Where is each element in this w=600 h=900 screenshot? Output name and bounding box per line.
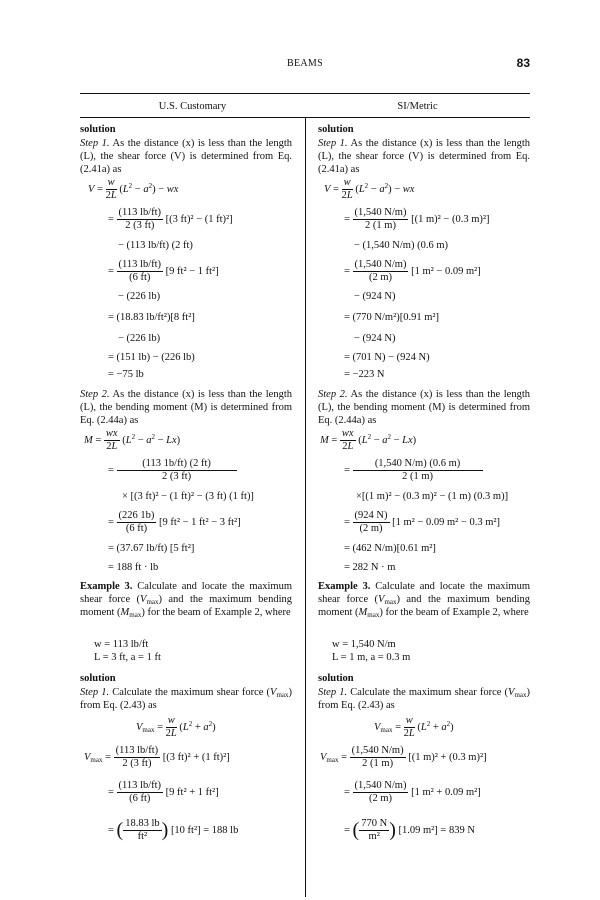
si-solution-heading: solution	[318, 124, 354, 135]
us-V-step2: − (113 lb/ft) (2 ft)	[118, 240, 193, 251]
us-V-step1: = $\frac{(113 lb/ft)}{2 (3 ft)}$ [(3 ft)² − (1 ft)²]	[108, 207, 233, 231]
si-V-step6: − (924 N)	[354, 333, 396, 344]
si-w-given: w = 1,540 N/m	[332, 639, 396, 650]
si-V-step2: − (1,540 N/m) (0.6 m)	[354, 240, 448, 251]
us-V-formula: V = $\frac{w}{2L}$ $(L^2 - a^2)$ − wx	[88, 177, 179, 201]
us-M-step2: × [(3 ft)² − (1 ft)² − (3 ft) (1 ft)]	[122, 491, 254, 502]
col-head-si: SI/Metric	[397, 101, 438, 112]
si-M-step4: = (462 N/m)[0.61 m²]	[344, 543, 436, 554]
us-M-step4: = (37.67 lb/ft) [5 ft²]	[108, 543, 195, 554]
us-solution-heading: solution	[80, 124, 116, 135]
us-V-step3: = $\frac{(113 lb/ft)}{(6 ft)}$ [9 ft² − 1 ft²]	[108, 259, 219, 283]
us-Vmax-formula: $V_{max}$ = $\frac{w}{2L}$ $(L^2 + a^2)$	[136, 715, 216, 739]
us-Vmax-result: = ( $\frac{18.83 lb}{\text{ft²}}$ ) [10 ft²] = 188 lb	[108, 818, 239, 842]
us-V-result: = −75 lb	[108, 369, 144, 380]
si-Vmax-step2: = $\frac{(1,540 N/m)}{(2 m)}$ [1 m² + 0.09 m²]	[344, 780, 481, 804]
si-solution-heading-2: solution	[318, 673, 354, 684]
us-step1b-para: Step 1. Calculate the maximum shear force $(V_{max})$ from Eq. (2.43) as	[80, 687, 292, 711]
si-V-step1: = $\frac{(1,540 N/m)}{2 (1 m)}$ [(1 m)² − (0.3 m)²]	[344, 207, 490, 231]
si-step1b-para: Step 1. Calculate the maximum shear force $(V_{max})$ from Eq. (2.43) as	[318, 687, 530, 711]
si-step1-para: Step 1. As the distance (x) is less than the length (L), the shear force (V) is determined from Eq. (2.41a) as	[318, 138, 531, 175]
running-header	[80, 58, 530, 74]
us-V-step4: − (226 lb)	[118, 291, 161, 302]
us-M-step3: = $\frac{(226 1b)}{(6 ft)}$ [9 ft² − 1 ft² − 3 ft²]	[108, 510, 241, 534]
si-V-result: = −223 N	[344, 369, 385, 380]
us-M-step1: = $\frac{(113 1b/ft) (2 ft)}{2 (3 ft)}$	[108, 458, 237, 483]
si-Vmax-result: = ( $\frac{770 N}{\text{m²}}$ ) [1.09 m²] = 839 N	[344, 818, 475, 842]
us-La-given: L = 3 ft, a = 1 ft	[94, 652, 161, 663]
us-V-step6: − (226 lb)	[118, 333, 161, 344]
si-V-step7: = (701 N) − (924 N)	[344, 352, 430, 363]
us-solution-heading-2: solution	[80, 673, 116, 684]
si-V-step5: = (770 N/m²)[0.91 m²]	[344, 312, 440, 323]
us-w-given: w = 113 lb/ft	[94, 639, 149, 650]
top-rule	[80, 93, 530, 94]
us-step1-para	[80, 137, 292, 176]
us-M-result: = 188 ft · lb	[108, 562, 159, 573]
us-Vmax-step1: $V_{max}$ = $\frac{(113 lb/ft)}{2 (3 ft)}$ [(3 ft)² + (1 ft)²]	[84, 745, 230, 769]
us-step2-para: Step 2. As the distance (x) is less than the length (L), the bending moment (M) is determined from Eq. (2.44a) as	[80, 389, 293, 426]
us-V-step5: = (18.83 lb/ft²)[8 ft²]	[108, 312, 195, 323]
us-example3-para: Example 3. Calculate and locate the maximum shear force $(V_{max})$ and the maximum bending moment $(M_{max})$ for the beam of Example 2, where	[80, 581, 292, 619]
si-M-step1: = $\frac{(1,540 N/m) (0.6 m)}{2 (1 m)}$	[344, 458, 483, 483]
us-Vmax-step2: = $\frac{(113 lb/ft)}{(6 ft)}$ [9 ft² + 1 ft²]	[108, 780, 219, 804]
si-Vmax-step1: $V_{max}$ = $\frac{(1,540 N/m)}{2 (1 m)}$ [(1 m)² + (0.3 m)²]	[320, 745, 487, 769]
si-M-step2: ×[(1 m)² − (0.3 m)² − (1 m) (0.3 m)]	[356, 491, 509, 502]
si-step2-para: Step 2. As the distance (x) is less than the length (L), the bending moment (M) is determined from Eq. (2.44a) as	[318, 389, 531, 426]
si-V-step4: − (924 N)	[354, 291, 396, 302]
header-title: BEAMS	[287, 58, 323, 69]
si-M-formula: M = $\frac{wx}{2L}$ $(L^2 - a^2 - Lx)$	[320, 428, 417, 452]
si-V-formula: V = $\frac{w}{2L}$ $(L^2 - a^2)$ − wx	[324, 177, 415, 201]
si-Vmax-formula: $V_{max}$ = $\frac{w}{2L}$ $(L^2 + a^2)$	[374, 715, 454, 739]
si-La-given: L = 1 m, a = 0.3 m	[332, 652, 411, 663]
us-step1-text: As the distance (x) is less than the length (L), the shear force (V) is determined from Eq. (2.41a) as	[80, 138, 293, 175]
si-V-step3: = $\frac{(1,540 N/m)}{(2 m)}$ [1 m² − 0.09 m²]	[344, 259, 481, 283]
si-M-result: = 282 N · m	[344, 562, 396, 573]
column-divider	[305, 117, 306, 897]
us-M-formula: M = $\frac{wx}{2L}$ $(L^2 - a^2 - Lx)$	[84, 428, 181, 452]
us-V-step7: = (151 lb) − (226 lb)	[108, 352, 195, 363]
si-example3-para: Example 3. Calculate and locate the maximum shear force $(V_{max})$ and the maximum bending moment $(M_{max})$ for the beam of Example 2, where	[318, 581, 530, 619]
page-number: 83	[516, 56, 530, 70]
us-step1-label: Step 1.	[80, 138, 110, 149]
col-head-us: U.S. Customary	[158, 101, 227, 112]
si-M-step3: = $\frac{(924 N)}{(2 m)}$ [1 m² − 0.09 m² − 0.3 m²]	[344, 510, 501, 534]
